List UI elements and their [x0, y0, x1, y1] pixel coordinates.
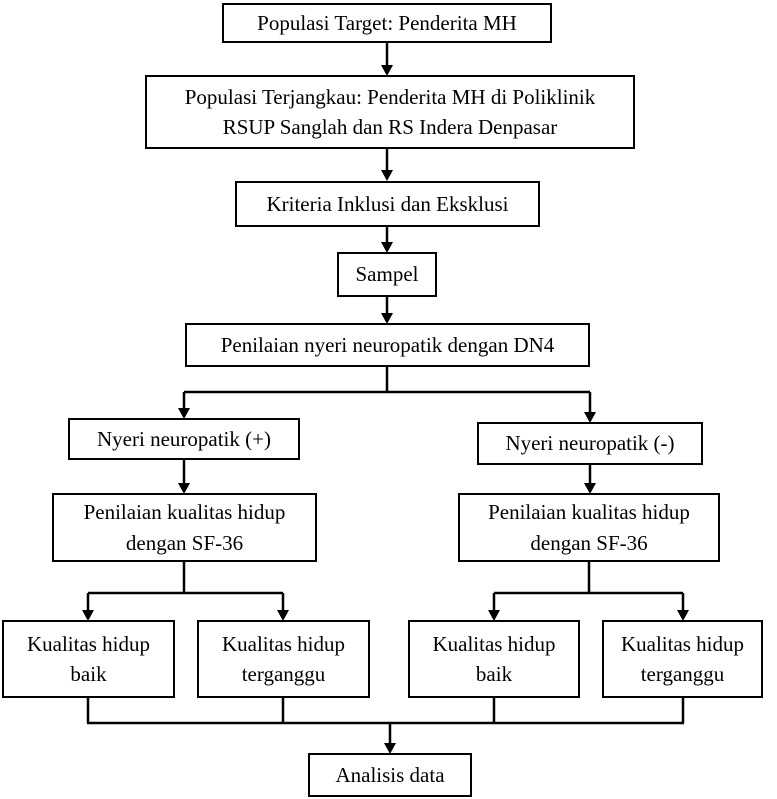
node-nyeri-neuropatik-negatif — [477, 422, 703, 465]
node-label: Nyeri neuropatik (-) — [505, 431, 675, 456]
edge-positif-to-sf36 — [178, 460, 190, 494]
node-kualitas-hidup-baik-kiri — [2, 620, 175, 698]
node-populasi-terjangkau — [145, 75, 635, 149]
node-label-line2: RSUP Sanglah dan RS Indera Denpasar — [222, 115, 558, 139]
node-label-line1: Kualitas hidup — [620, 631, 745, 656]
node-label-line1: Penilaian kualitas hidup — [488, 500, 690, 525]
node-label-line1: Kualitas hidup — [26, 631, 151, 656]
node-label: Analisis data — [335, 762, 445, 787]
node-label: Penilaian nyeri neuropatik dengan DN4 — [220, 332, 555, 357]
edge-negatif-to-sf36 — [584, 465, 596, 494]
node-penilaian-dn4 — [185, 323, 590, 367]
node-label: Kriteria Inklusi dan Eksklusi — [266, 191, 509, 216]
node-label-line2: baik — [475, 662, 513, 686]
node-label-line2: dengan SF-36 — [125, 530, 244, 555]
node-analisis-data — [308, 753, 472, 797]
node-sampel — [337, 252, 437, 297]
edge-terjangkau-to-kriteria — [381, 149, 393, 181]
node-kriteria-inklusi-eksklusi — [235, 181, 540, 227]
node-label-line1: Penilaian kualitas hidup — [83, 500, 286, 525]
node-penilaian-sf36-kanan — [458, 493, 720, 562]
edge-dn4-split — [178, 367, 596, 423]
node-kualitas-hidup-baik-kanan — [408, 620, 580, 698]
node-label: Populasi Target: Penderita MH — [257, 10, 517, 35]
node-label: Nyeri neuropatik (+) — [97, 426, 271, 451]
node-label-line2: baik — [70, 662, 107, 686]
edge-sampel-to-dn4 — [381, 297, 393, 324]
node-label-line1: Kualitas hidup — [432, 631, 556, 656]
edge-sf36-kanan-split — [488, 562, 689, 621]
node-label-line2: terganggu — [640, 662, 725, 686]
node-kualitas-hidup-terganggu-kanan — [602, 620, 763, 698]
edge-target-to-terjangkau — [381, 43, 393, 76]
edge-merge-to-analisis — [87, 698, 684, 754]
node-kualitas-hidup-terganggu-kiri — [197, 620, 370, 698]
node-label-line2: dengan SF-36 — [530, 530, 648, 555]
node-label-line2: terganggu — [241, 662, 326, 686]
node-penilaian-sf36-kiri — [52, 493, 317, 562]
node-label-line1: Populasi Terjangkau: Penderita MH di Poliklinik — [184, 84, 596, 109]
node-populasi-target — [222, 3, 552, 43]
node-label-line1: Kualitas hidup — [221, 631, 346, 656]
node-nyeri-neuropatik-positif — [68, 418, 300, 460]
node-label: Sampel — [355, 262, 419, 287]
edge-sf36-kiri-split — [82, 562, 289, 621]
edge-kriteria-to-sampel — [381, 227, 393, 253]
